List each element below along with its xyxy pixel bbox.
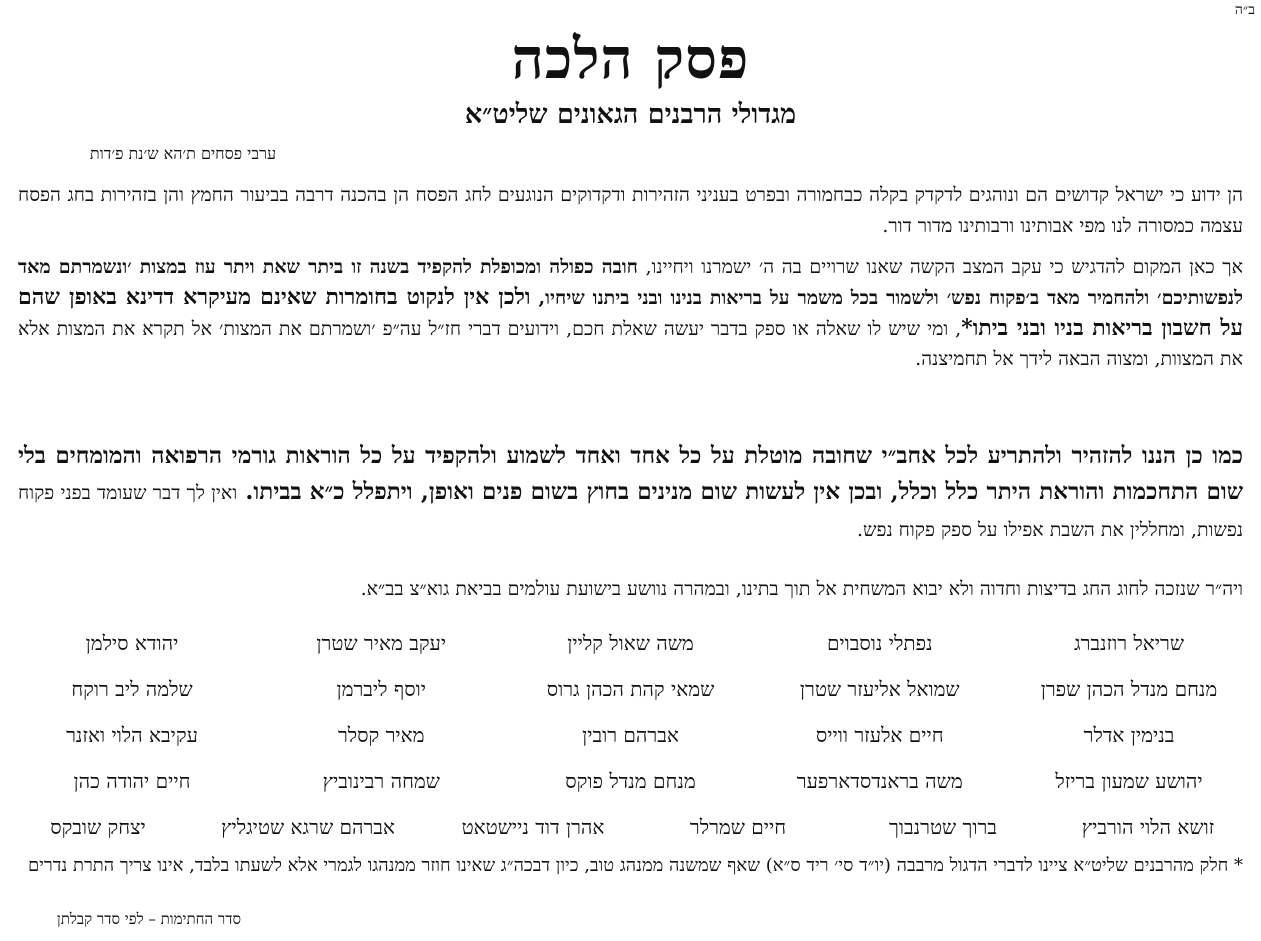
corner-mark: ב״ה [1234,2,1255,18]
signatories-table [18,620,1243,850]
document-title: פסק הלכה [511,26,750,92]
signatory: מאיר קסלר [337,722,425,747]
signatory: מנחם מנדל פוקס [565,768,696,793]
signatory: יהודא סילמן [85,630,179,655]
signatory: שלמה ליב רוקח [71,676,193,701]
signatory-row-1 [18,620,1243,666]
signatory: אברהם שרגא שטיגליץ [221,814,395,839]
signatory: נפתלי נוסבוים [826,630,933,655]
signatory: עקיבא הלוי ואזנר [66,722,198,747]
signatory: אברהם רובין [582,722,679,747]
paragraph-2 [18,252,1243,374]
signatory: שמואל אליעזר שטרן [799,676,960,701]
signatory: יוסף ליברמן [336,676,426,701]
signatory: חיים שמרלר [689,814,787,839]
footnote: * חלק מהרבנים שליט״א ציינו לדברי הדגול מרבבה (יו״ד סי׳ ריד ס״א) שאף שמשנה ממנהג טוב, כיון דבכה״ג שאינו חוזר ממנהגו לגמרי אלא לשעתו בלבד, אינו צריך התרת נדרים [27,855,1243,876]
paragraph-3-pikuach-nefesh: ואין לך דבר שעומד בפני פקוח נפשות, ומחללין את השבת אפילו על ספק פקוח נפש. [18,482,1243,541]
signatory: יצחק שובקס [50,814,146,839]
signatory: משה בראנדסדארפער [796,768,963,793]
signatory: מנחם מנדל הכהן שפרן [1040,676,1218,701]
signatory-row-5 [18,804,1243,850]
signatory: חיים יהודה כהן [73,768,191,793]
signatory: ברוך שטרנבוך [889,814,997,839]
signatory: שמחה רבינוביץ [322,768,440,793]
paragraph-2-emphasis: חובה כפולה ומכופלת להקפיד בשנה זו ביתר שאת ויתר עוז במצות ׳ונשמרתם מאד לנפשותיכם׳ ולהחמיר מאד ב׳פקוח נפש׳ ולשמור בכל משמר על בריאות בנינו ובני ביתנו שיחיו, [18,256,1243,309]
paragraph-3 [18,438,1243,548]
signatory: יעקב מאיר שטרן [316,630,447,655]
document-date: ערבי פסחים ת׳הא ש׳נת פ׳דות [89,144,276,163]
signatory-row-3 [18,712,1243,758]
paragraph-4-blessing: ויה״ר שנזכה לחוג החג בדיצות וחדוה ולא יבוא המשחית אל תוך בתינו, ובמהרה נוושע בישועת עולמים בביאת גוא״צ בב״א. [360,578,1243,600]
signatory: בנימין אדלר [1083,722,1175,747]
paragraph-2-continuation: , ומי שיש לו שאלה או ספק בדבר יעשה שאלת חכם, וידועים דברי חז״ל עה״פ ׳ושמרתם את המצות׳ אל תקרא את המצות אלא את המצוות, ומצוה הבאה לידך אל תחמיצנה. [18,318,1243,370]
paragraph-1: הן ידוע כי ישראל קדושים הם ונוהגים לדקדק בקלה כבחמורה ובפרט בעניני הזהירות ודקדוקים הנוגעים לחג הפסח הן בהכנה דרבה בביעור החמץ והן בזהירות בחג הפסח עצמה כמסורה לנו מפי אבותינו ורבותינו מדור דור. [18,184,1243,237]
signatory: אהרן דוד ניישטאט [461,814,605,839]
signatory: שמאי קהת הכהן גרוס [546,676,715,701]
signing-order-note: סדר החתימות – לפי סדר קבלתן [56,910,241,928]
paragraph-3-warning: כמו כן הננו להזהיר ולהתריע לכל אחב״י שחובה מוטלת על כל אחד ואחד לשמוע ולהקפיד על כל הוראות גורמי הרפואה והמומחים בלי שום התחכמות והוראת היתר כלל וכלל, ובכן אין לעשות שום מנינים בחוץ בשום פנים ואופן, ויתפלל כ״א בביתו. [18,442,1243,505]
signatory: זושא הלוי הורביץ [1081,814,1215,839]
signatory: חיים אלעזר ווייס [815,722,944,747]
paragraph-2-ruling: ולכן אין לנקוט בחומרות שאינם מעיקרא דדינא באופן שהם על חשבון בריאות בניו ובני ביתו* [18,284,1243,341]
signatory: שריאל רוזנברג [1073,630,1185,655]
signatory-row-4 [18,758,1243,804]
signatory: יהושע שמעון בריזל [1055,768,1203,793]
paragraph-2-intro: אך כאן המקום להדגיש כי עקב המצב הקשה שאנו שרויים בה ה׳ ישמרנו ויחיינו, [637,256,1243,278]
signatory-row-2 [18,666,1243,712]
signatory: משה שאול קליין [567,630,694,655]
document-subtitle: מגדולי הרבנים הגאונים שליט״א [464,99,797,130]
